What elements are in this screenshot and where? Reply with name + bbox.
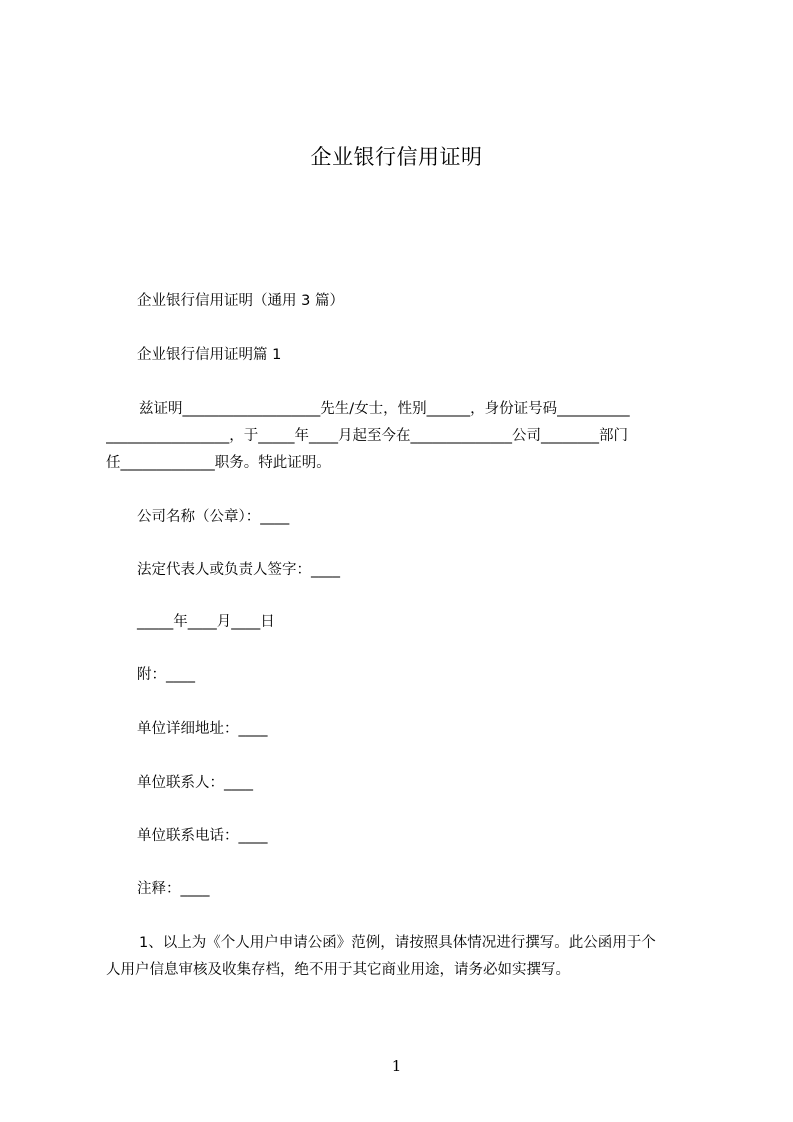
field-unit-phone: 单位联系电话：____ <box>137 828 268 844</box>
note-line-1: 1、以上为《个人用户申请公函》范例，请按照具体情况进行撰写。此公函用于个 <box>139 935 656 951</box>
certificate-line-1: 兹证明___________________先生/女士，性别______，身份证号码__________ <box>139 401 630 417</box>
page-number: 1 <box>391 1057 402 1075</box>
field-company-name: 公司名称（公章）：____ <box>137 509 290 525</box>
document-title: 企业银行信用证明 <box>310 145 483 169</box>
certificate-line-3: 任_____________职务。特此证明。 <box>106 455 331 471</box>
field-unit-contact: 单位联系人：____ <box>137 775 253 791</box>
certificate-line-2: _________________，于_____年____月起至今在______________公司________部门 <box>106 428 628 444</box>
field-attachment: 附：____ <box>137 667 195 683</box>
section-heading: 企业银行信用证明篇 1 <box>137 347 282 363</box>
field-date: _____年____月____日 <box>137 614 275 630</box>
field-legal-rep-signature: 法定代表人或负责人签字：____ <box>137 562 340 578</box>
field-notes: 注释：____ <box>137 881 210 897</box>
field-unit-address: 单位详细地址：____ <box>137 721 268 737</box>
document-subtitle: 企业银行信用证明（通用 3 篇） <box>137 293 344 309</box>
note-line-2: 人用户信息审核及收集存档，绝不用于其它商业用途，请务必如实撰写。 <box>106 962 570 978</box>
